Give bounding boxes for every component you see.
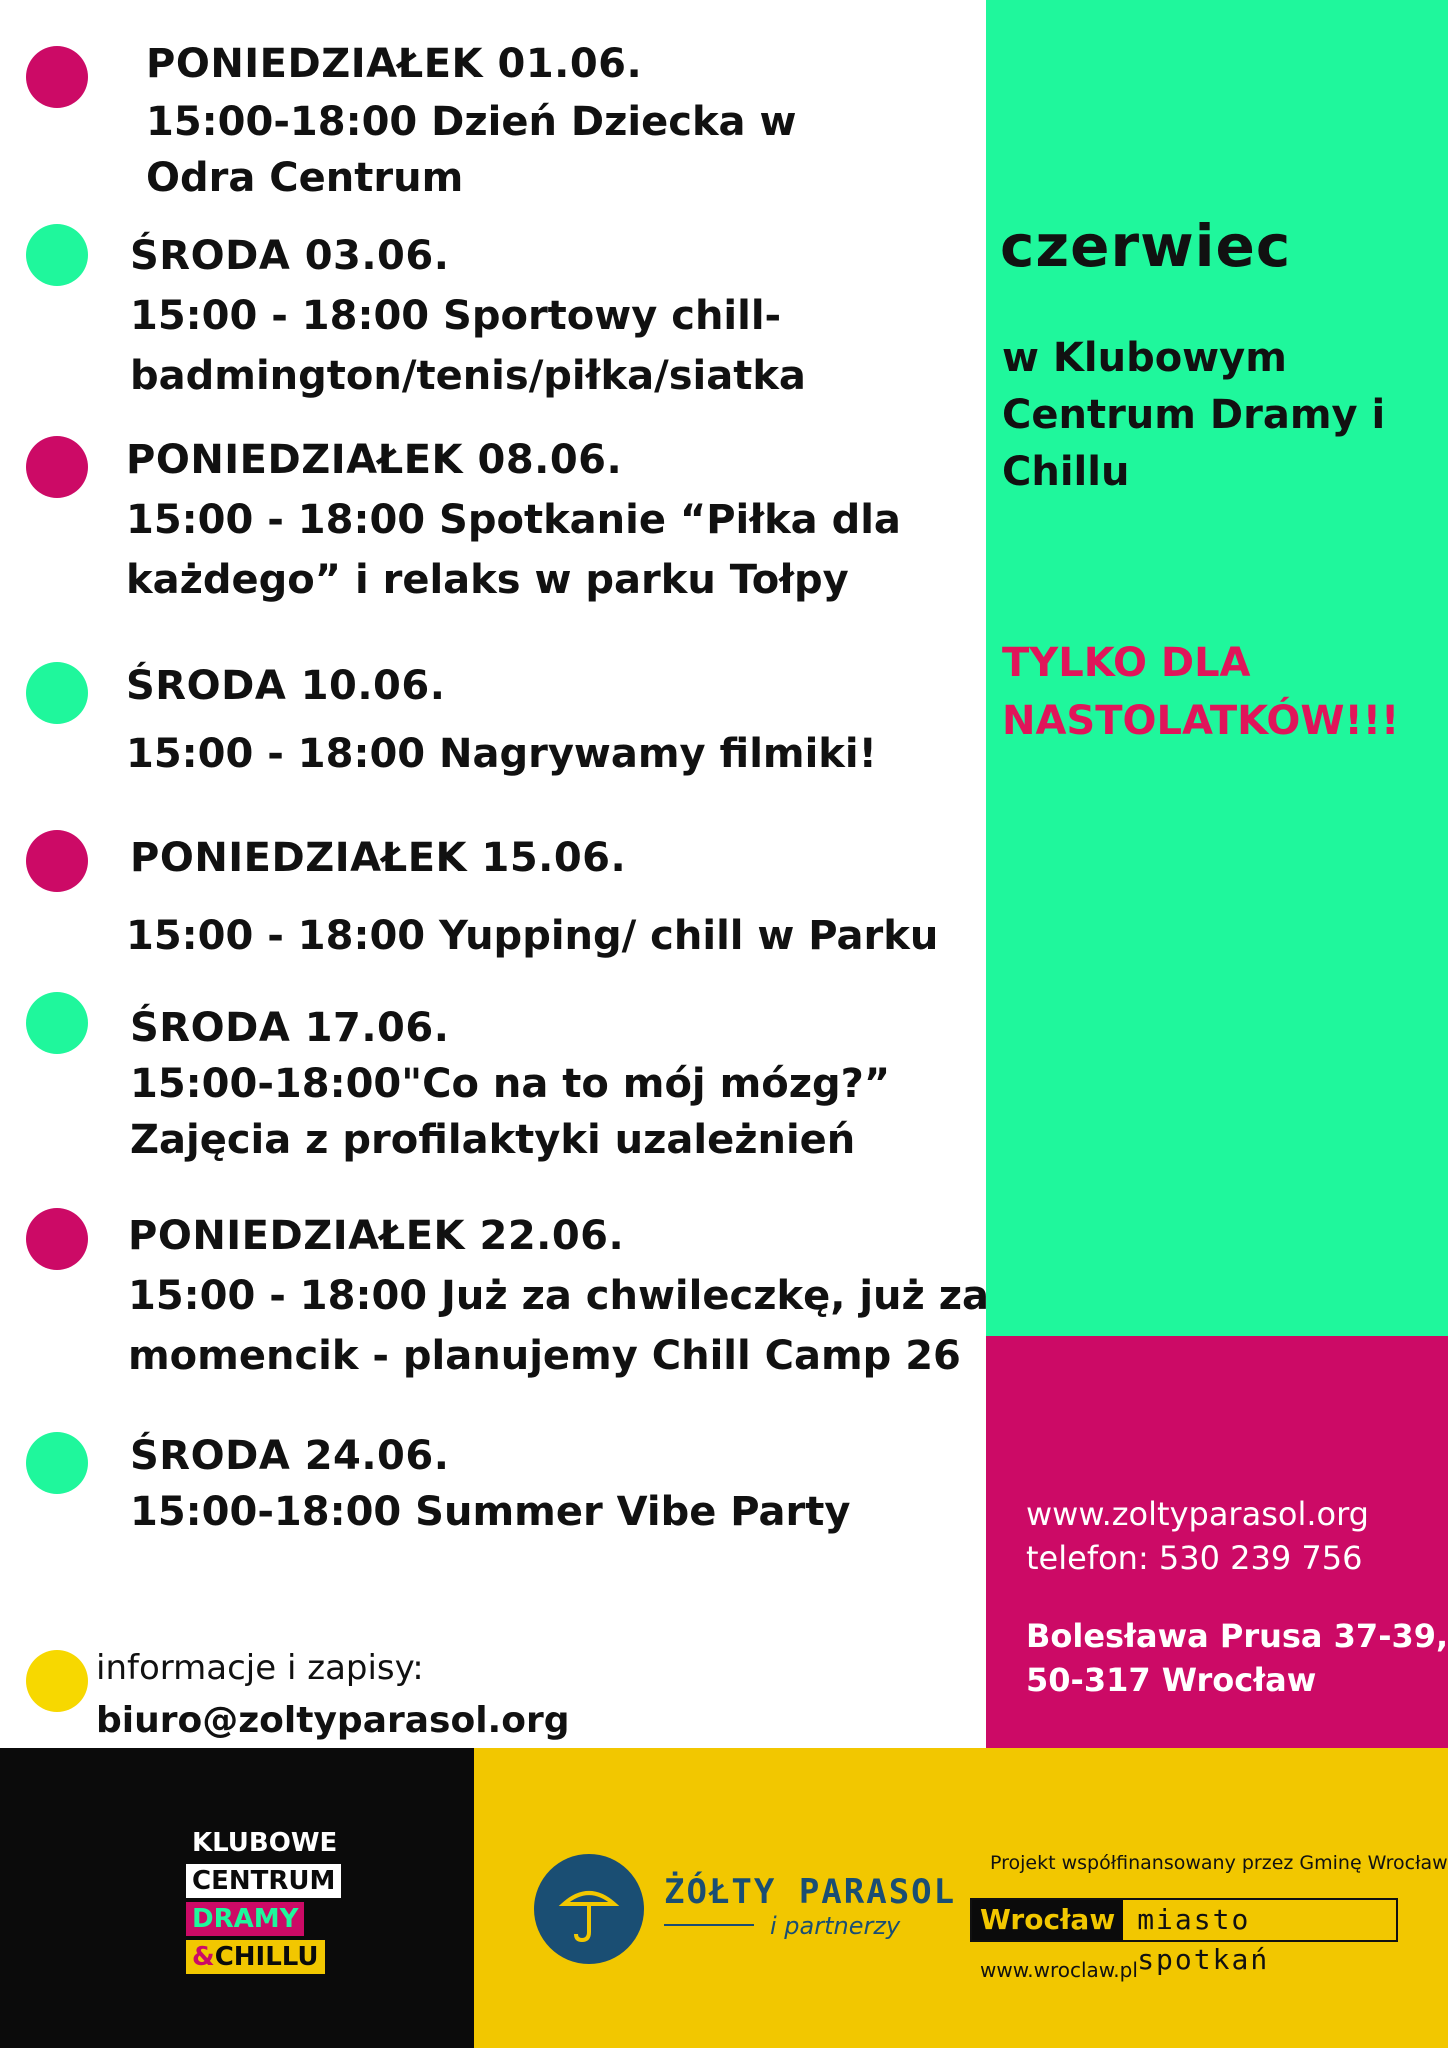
event-text: Zajęcia z profilaktyki uzależnień (130, 1117, 856, 1163)
ampersand: & (192, 1942, 215, 1972)
event-day: ŚRODA 17.06. (130, 1005, 450, 1051)
event-day: PONIEDZIAŁEK 08.06. (126, 437, 623, 483)
wroclaw-logo-word: Wrocław (972, 1900, 1123, 1940)
wroclaw-logo-slogan: miasto spotkań (1137, 1903, 1270, 1976)
event-text: 15:00-18:00 Summer Vibe Party (130, 1489, 851, 1535)
event-text: badmington/tenis/piłka/siatka (130, 353, 806, 399)
event-bullet-icon (26, 992, 88, 1054)
event-item (130, 226, 806, 406)
address-line: Bolesława Prusa 37-39, (1026, 1617, 1448, 1655)
event-text: 15:00 - 18:00 Już za chwileczkę, już za (128, 1273, 989, 1319)
email-link[interactable]: biuro@zoltyparasol.org (96, 1700, 570, 1741)
event-item (126, 656, 877, 784)
event-item (130, 1000, 890, 1168)
event-item (130, 1428, 850, 1540)
event-day: ŚRODA 03.06. (130, 233, 450, 279)
event-text: 15:00 - 18:00 Yupping/ chill w Parku (126, 913, 939, 959)
event-item (128, 1206, 989, 1386)
event-item (126, 430, 901, 610)
event-bullet-icon (26, 830, 88, 892)
phone-number: telefon: 530 239 756 (1026, 1539, 1363, 1577)
event-day: ŚRODA 24.06. (130, 1433, 450, 1479)
kcdc-logo-line: DRAMY (186, 1902, 304, 1936)
event-bullet-icon (26, 224, 88, 286)
event-bullet-icon (26, 436, 88, 498)
wroclaw-website-link[interactable]: www.wroclaw.pl (980, 1958, 1138, 1982)
info-label: informacje i zapisy: (96, 1648, 424, 1688)
event-bullet-icon (26, 662, 88, 724)
kcdc-logo-line: KLUBOWE (186, 1826, 343, 1860)
logo-divider (664, 1924, 754, 1926)
partners-subtitle: i partnerzy (770, 1912, 901, 1940)
event-day: ŚRODA 10.06. (126, 663, 446, 709)
event-text: 15:00 - 18:00 Nagrywamy filmiki! (126, 731, 877, 777)
event-item (146, 34, 796, 206)
event-text: Odra Centrum (146, 155, 464, 201)
venue-subtitle: w Klubowym Centrum Dramy i Chillu (1002, 335, 1386, 495)
event-day: PONIEDZIAŁEK 01.06. (146, 41, 643, 87)
kcdc-logo-line: CENTRUM (186, 1864, 341, 1898)
event-text: 15:00-18:00 Dzień Dziecka w (146, 99, 797, 145)
event-text: 15:00-18:00"Co na to mój mózg?” (130, 1061, 891, 1107)
kcdc-logo-line (186, 1940, 325, 1974)
website-link[interactable]: www.zoltyparasol.org (1026, 1495, 1369, 1533)
teens-only-notice: TYLKO DLA NASTOLATKÓW!!! (1002, 640, 1400, 744)
event-bullet-icon (26, 1208, 88, 1270)
umbrella-icon (534, 1854, 644, 1964)
event-bullet-icon (26, 46, 88, 108)
cofinancing-note: Projekt współfinansowany przez Gminę Wrocław (990, 1852, 1448, 1874)
event-text: 15:00 - 18:00 Sportowy chill- (130, 293, 782, 339)
zolty-parasol-logo-text: ŻÓŁTY PARASOL (664, 1872, 957, 1912)
event-text: każdego” i relaks w parku Tołpy (126, 557, 849, 603)
kcdc-logo (186, 1826, 362, 1978)
event-day: PONIEDZIAŁEK 15.06. (130, 835, 627, 881)
event-text: 15:00 - 18:00 Spotkanie “Piłka dla (126, 497, 901, 543)
address-line: 50-317 Wrocław (1026, 1661, 1317, 1699)
event-text: momencik - planujemy Chill Camp 26 (128, 1333, 961, 1379)
info-bullet-icon (26, 1650, 88, 1712)
event-day: PONIEDZIAŁEK 22.06. (128, 1213, 625, 1259)
kcdc-logo-word: CHILLU (214, 1942, 319, 1972)
event-item (126, 828, 939, 966)
event-bullet-icon (26, 1432, 88, 1494)
month-title: czerwiec (1000, 212, 1292, 280)
